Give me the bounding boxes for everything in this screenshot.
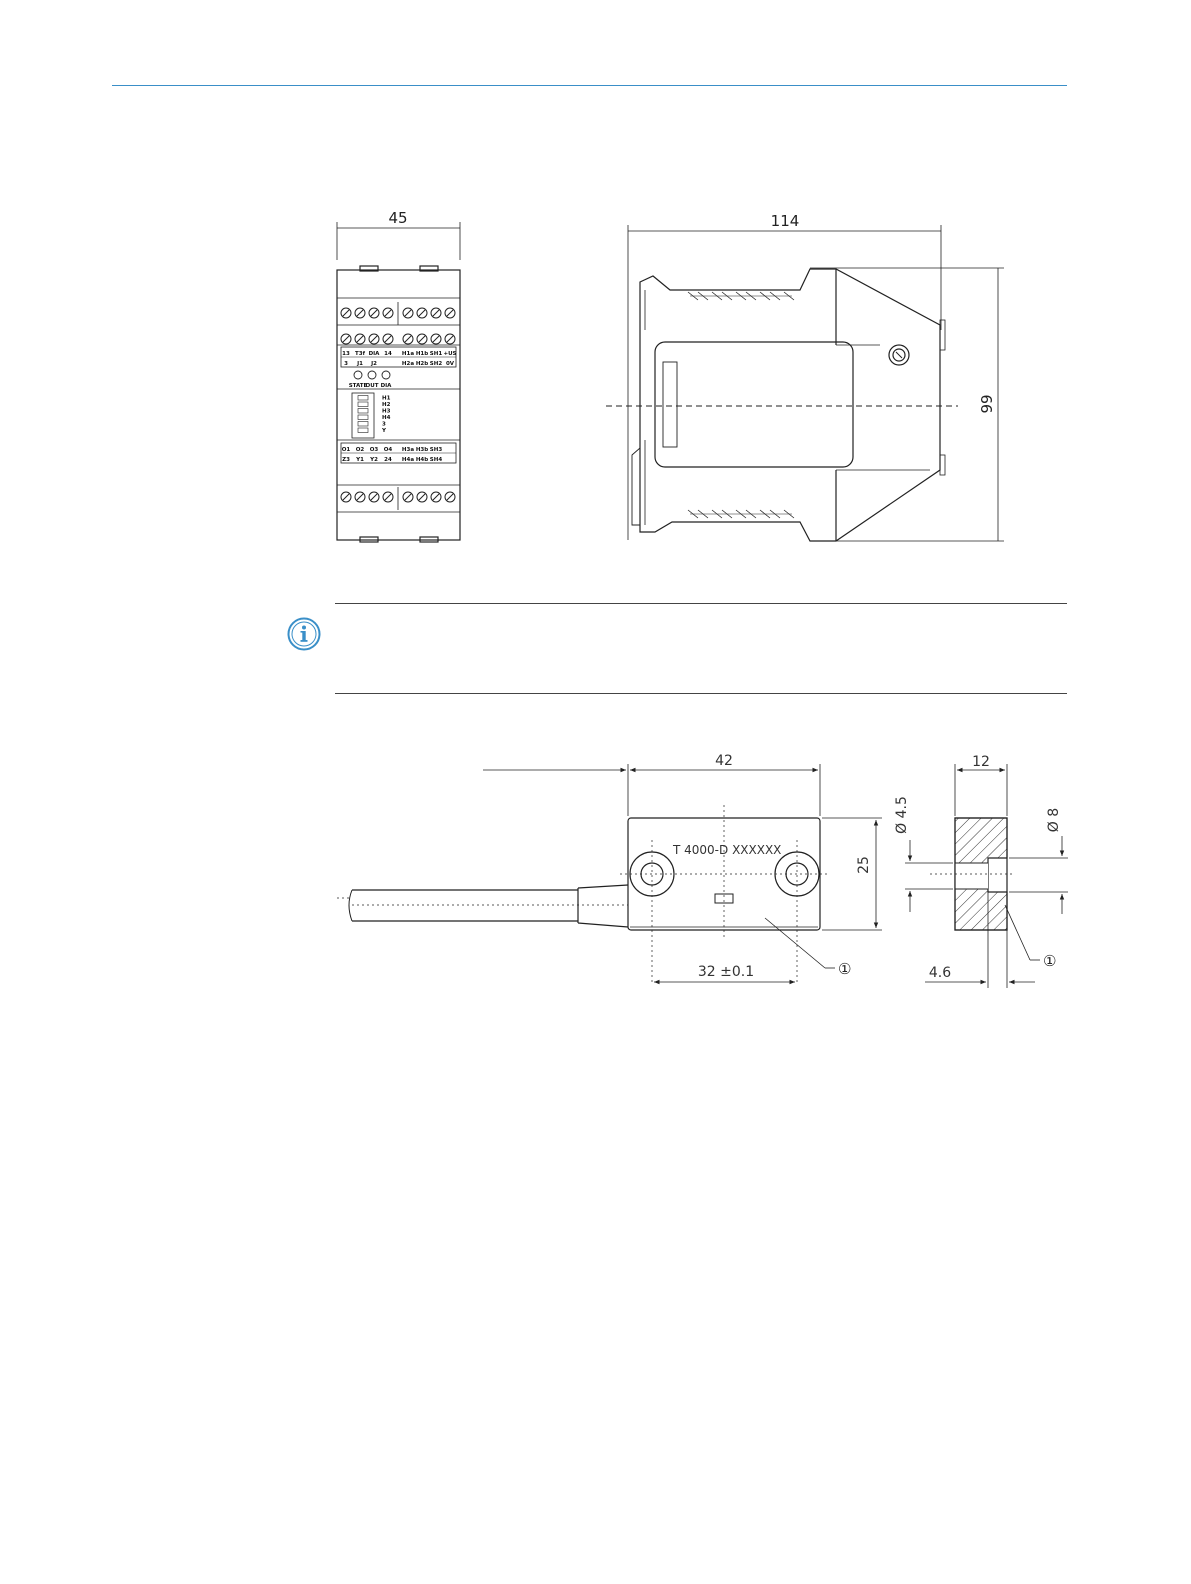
terminal-label: H1a xyxy=(401,351,415,357)
sensor-marking: T 4000-D XXXXXX xyxy=(673,843,782,857)
dip-switch xyxy=(358,422,368,427)
relay-width-label: 45 xyxy=(388,209,408,227)
relay-height-label: 99 xyxy=(978,394,996,414)
terminal-label: O3 xyxy=(369,447,379,453)
terminal-label: SH3 xyxy=(429,447,443,453)
dip-switch-label: H3 xyxy=(382,408,391,415)
terminal-label: O4 xyxy=(383,447,393,453)
sensor-height-label: 25 xyxy=(856,856,872,874)
dip-switch-label: H2 xyxy=(382,402,391,408)
terminal-label: 0V xyxy=(445,361,455,367)
sensor-hole-spacing-label: 32 ±0.1 xyxy=(697,964,755,980)
sensor-callout: ① xyxy=(838,960,852,978)
led-label: OUT xyxy=(365,383,379,389)
terminal-label: Y1 xyxy=(356,457,364,463)
terminal-label: H4a xyxy=(401,457,415,463)
dip-switch xyxy=(358,402,368,407)
terminal-label: SH2 xyxy=(429,361,443,367)
led-indicator-icon xyxy=(354,371,362,379)
section-callout: ① xyxy=(1043,952,1057,970)
terminal-label: 3 xyxy=(344,361,348,367)
led-indicator-icon xyxy=(382,371,390,379)
dip-switch-label: Y xyxy=(382,428,386,434)
counterbore-diameter-label: Ø 8 xyxy=(1046,807,1062,833)
terminal-label: O1 xyxy=(341,447,351,453)
terminal-label: J2 xyxy=(371,361,377,367)
hole-diameter-label: Ø 4.5 xyxy=(894,796,910,834)
counterbore-depth-label: 4.6 xyxy=(928,965,952,981)
dip-switch xyxy=(358,409,368,414)
terminal-label: T3f xyxy=(355,351,365,357)
relay-side-view xyxy=(606,225,1004,541)
terminal-label: H2b xyxy=(415,361,429,367)
dip-switch-label: H1 xyxy=(382,395,391,402)
terminal-label: J1 xyxy=(357,361,363,367)
sensor-length-label: 42 xyxy=(715,753,733,769)
sensor-thickness-label: 12 xyxy=(972,754,990,770)
terminal-label: H3b xyxy=(415,447,429,453)
terminal-labels xyxy=(342,351,457,463)
terminal-label: H1b xyxy=(415,351,429,357)
terminal-label: SH1 xyxy=(429,351,443,357)
led-label: STATE xyxy=(348,383,368,389)
dip-switch xyxy=(358,415,368,420)
terminal-label: 24 xyxy=(384,457,392,463)
note-top-rule xyxy=(335,603,1067,604)
terminal-label: 13 xyxy=(342,351,350,357)
terminal-label: DIA xyxy=(368,351,380,357)
terminal-label: 14 xyxy=(384,351,392,357)
sensor-top-view xyxy=(337,764,882,985)
terminal-label: Z3 xyxy=(342,457,350,463)
terminal-label: H2a xyxy=(401,361,415,367)
led-label: DIA xyxy=(380,383,392,389)
info-circle-icon xyxy=(287,617,321,651)
dip-switch xyxy=(358,396,368,401)
dip-switch xyxy=(358,428,368,433)
terminal-label: Y2 xyxy=(370,457,378,463)
terminal-label: O2 xyxy=(355,447,365,453)
relay-depth-label: 114 xyxy=(770,212,800,230)
terminal-label: H4b xyxy=(415,457,429,463)
led-indicator-icon xyxy=(368,371,376,379)
terminal-label: SH4 xyxy=(429,457,443,463)
terminal-label: +US xyxy=(443,351,457,357)
terminal-label: H3a xyxy=(401,447,415,453)
dip-switch-label: 3 xyxy=(382,421,386,428)
note-bottom-rule xyxy=(335,693,1067,694)
dip-switch-label: H4 xyxy=(382,415,391,421)
